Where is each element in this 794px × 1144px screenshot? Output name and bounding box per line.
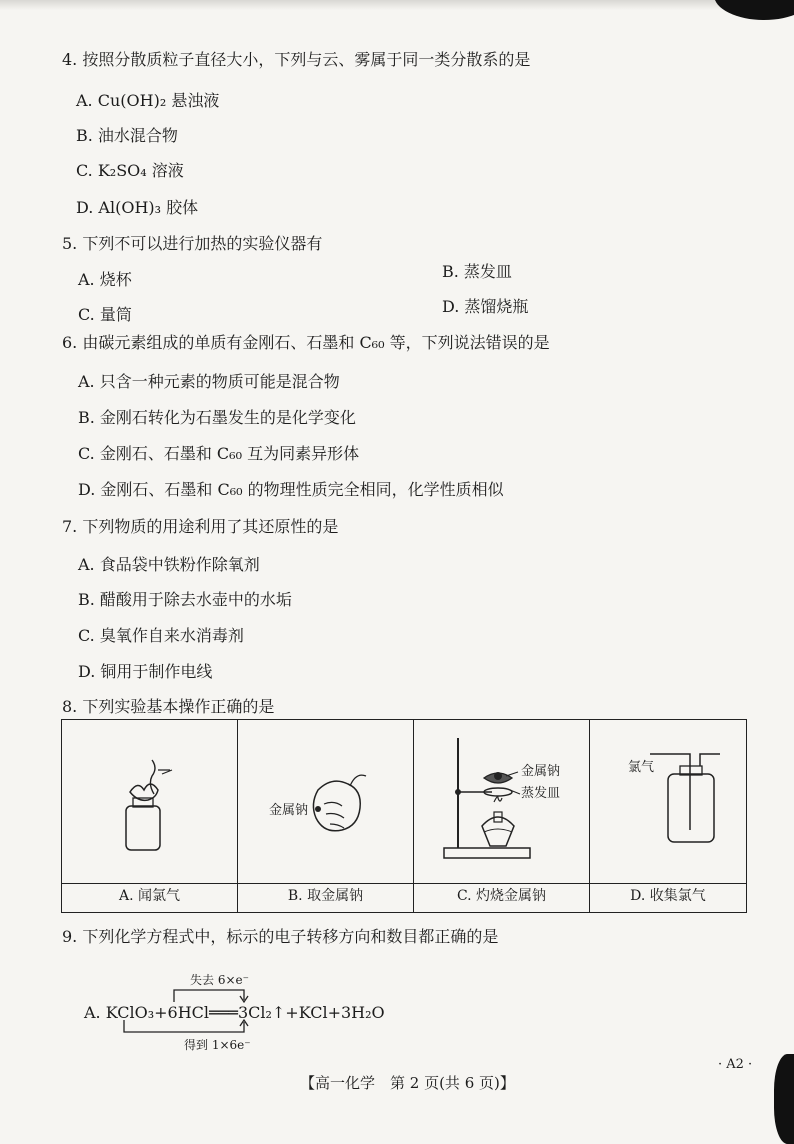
question-5-stem: 5. 下列不可以进行加热的实验仪器有 [62,234,323,253]
question-6-stem: 6. 由碳元素组成的单质有金刚石、石墨和 C₆₀ 等，下列说法错误的是 [62,333,550,352]
question-4-option-b: B. 油水混合物 [76,126,178,145]
burn-sodium-illustration [414,720,590,880]
label-chlorine-d: 氯气 [628,760,655,775]
question-4-option-a: A. Cu(OH)₂ 悬浊液 [76,91,220,110]
question-9-stem: 9. 下列化学方程式中，标示的电子转移方向和数目都正确的是 [62,927,499,946]
label-sodium-b: 金属钠 [269,803,309,818]
take-sodium-hand-illustration [238,720,414,880]
question-4-stem: 4. 按照分散质粒子直径大小，下列与云、雾属于同一类分散系的是 [62,50,531,69]
figure-cell-c [414,720,590,912]
figure-cell-a [62,720,238,912]
question-5-option-b: B. 蒸发皿 [442,262,512,281]
question-8-stem: 8. 下列实验基本操作正确的是 [62,697,275,716]
question-6-option-c: C. 金刚石、石墨和 C₆₀ 互为同素异形体 [78,444,360,463]
question-5-option-d: D. 蒸馏烧瓶 [442,297,529,316]
page-footer: 【高一化学 第 2 页(共 6 页)】 [300,1074,515,1092]
question-8-figure-table [61,719,747,913]
question-9-option-a-equation: A. KClO₃+6HCl═══3Cl₂↑+KCl+3H₂O [84,1003,385,1022]
label-sodium-c: 金属钠 [521,764,561,779]
page-code: · A2 · [718,1057,753,1072]
label-evaporating-dish: 蒸发皿 [521,786,561,801]
caption-a: A. 闻氯气 [118,888,180,904]
question-6-option-d: D. 金刚石、石墨和 C₆₀ 的物理性质完全相同，化学性质相似 [78,480,504,499]
question-7-option-a: A. 食品袋中铁粉作除氧剂 [78,555,260,574]
question-4-option-c: C. K₂SO₄ 溶液 [76,161,184,180]
question-7-option-c: C. 臭氧作自来水消毒剂 [78,626,244,645]
collect-chlorine-bottle-illustration [590,720,746,880]
question-6-option-a: A. 只含一种元素的物质可能是混合物 [78,372,340,391]
caption-b: B. 取金属钠 [287,888,364,904]
smell-chlorine-illustration [62,720,238,880]
figure-cell-b [238,720,414,912]
caption-d: D. 收集氯气 [630,888,706,904]
lose-electrons-label: 失去 6×e⁻ [190,973,249,987]
scan-artifact-bottom-right [774,1054,794,1144]
question-5-option-c: C. 量筒 [78,305,132,324]
question-7-option-d: D. 铜用于制作电线 [78,662,213,681]
figure-cell-d [590,720,746,912]
scan-shadow [0,0,794,10]
scan-artifact-top-right [714,0,794,20]
question-4-option-d: D. Al(OH)₃ 胶体 [76,198,199,217]
question-7-option-b: B. 醋酸用于除去水壶中的水垢 [78,590,292,609]
question-6-option-b: B. 金刚石转化为石墨发生的是化学变化 [78,408,356,427]
gain-electrons-label: 得到 1×6e⁻ [184,1038,251,1052]
caption-c: C. 灼烧金属钠 [456,888,547,904]
question-5-option-a: A. 烧杯 [78,270,132,289]
question-7-stem: 7. 下列物质的用途利用了其还原性的是 [62,517,339,536]
